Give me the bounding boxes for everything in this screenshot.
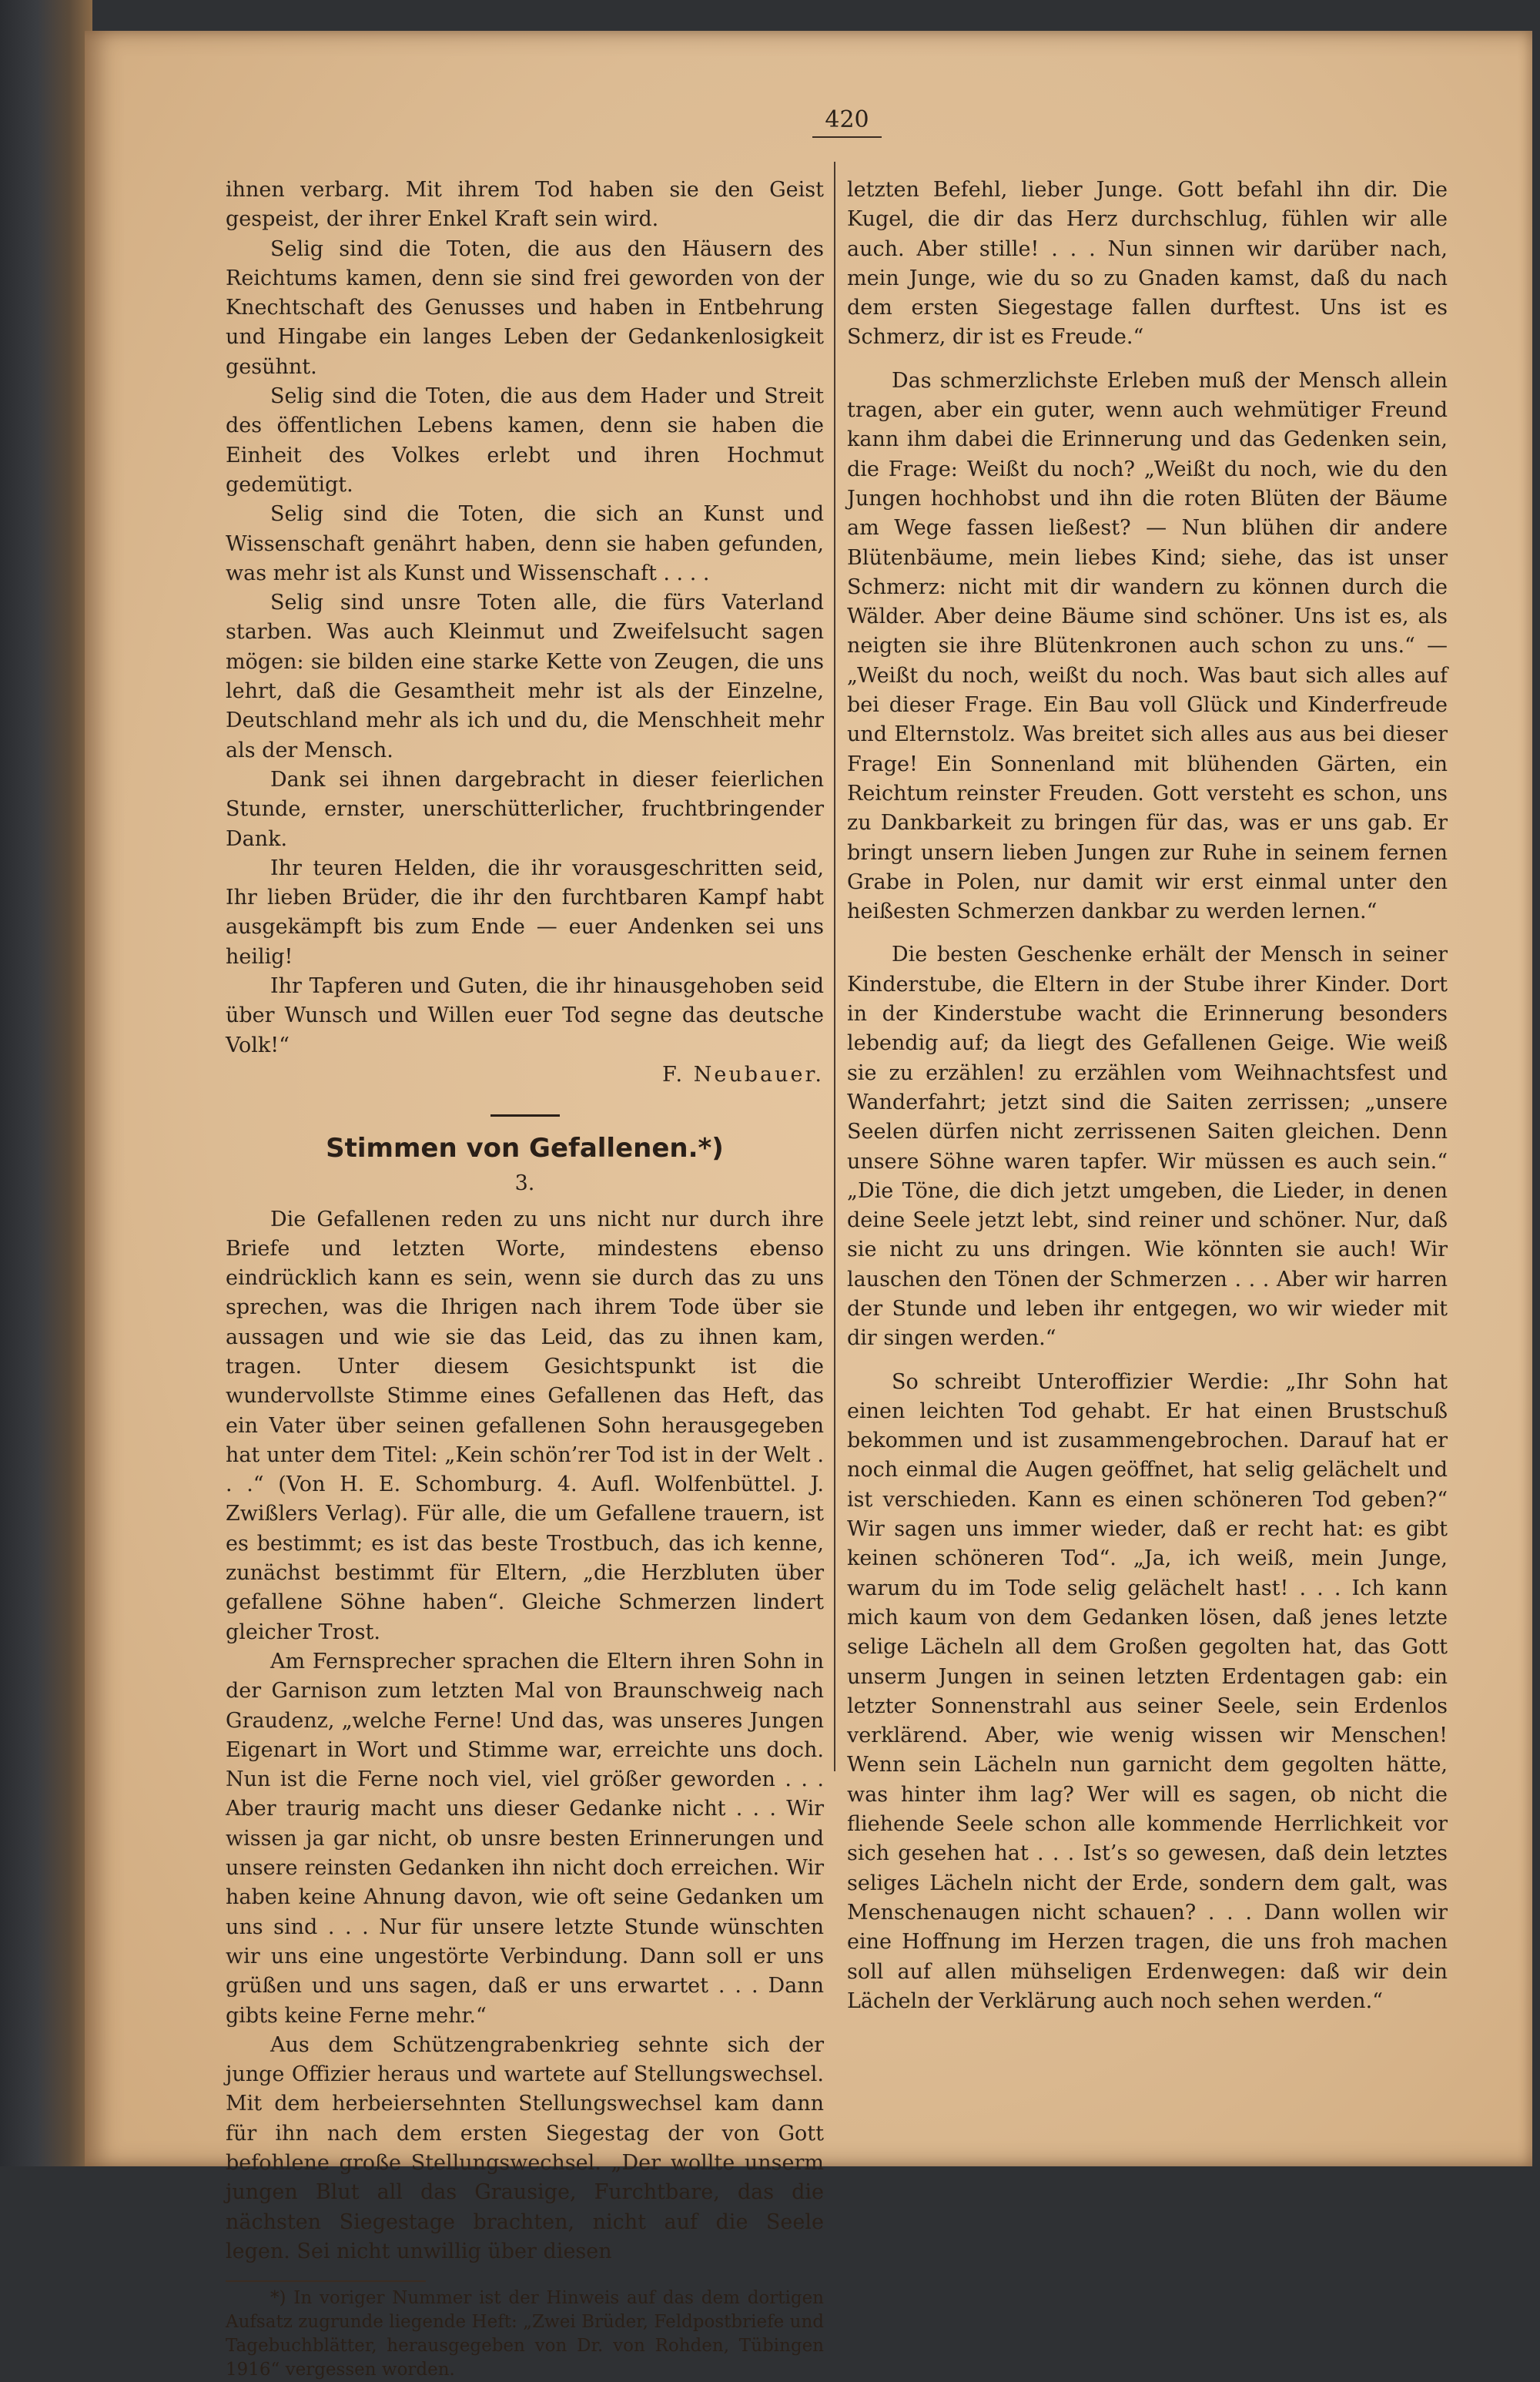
footnote: *) In voriger Nummer ist der Hinweis auf das dem dortigen Aufsatz zugrunde liegende Heft: „Zwei Brüder, Feldpostbriefe und Tagebuchblätter, herausgegeben von Dr. von Rohden, Tübingen 1916“ vergessen worden. [226, 2288, 824, 2380]
paragraph: Dank sei ihnen dargebracht in dieser feierlichen Stunde, ernster, unerschütterlicher, fruchtbringender Dank. [226, 767, 824, 851]
paragraph: Selig sind die Toten, die sich an Kunst und Wissenschaft genährt haben, denn sie haben gefunden, was mehr ist als Kunst und Wissenschaft . . . . [226, 502, 824, 585]
right-column [847, 176, 1448, 2016]
paragraph: Das schmerzlichste Erleben muß der Mensch allein tragen, aber ein guter, wenn auch wehmütiger Freund kann ihm dabei die Erinnerung und das Gedenken sein, die Frage: Weißt du noch? „Weißt du noch, wie du den Jungen hochhobst und ihn die roten Blüten der Bäume am Wege fassen ließest? — Nun blühen dir andere Blütenbäume, mein liebes Kind; siehe, das ist unser Schmerz: nicht mit dir wandern zu können durch die Wälder. Aber deine Bäume sind schöner. Uns ist es, als neigten sie ihre Blütenkronen auch schon zu uns.“ — „Weißt du noch, weißt du noch. Was baut sich alles auf bei dieser Frage. Ein Bau voll Glück und Kinderfreude und Elternstolz. Was breitet sich alles aus aus bei dieser Frage! Ein Sonnenland mit blühenden Gärten, ein Reichtum reinster Freuden. Gott versteht es schon, uns zu Dankbarkeit zu bringen für das, was er uns gab. Er bringt unsern lieben Jungen zur Ruhe in seinem fernen Grabe in Polen, nur damit wir erst einmal unter den heißesten Schmerzen dankbar zu werden lernen.“ [847, 368, 1448, 924]
author-signature: F. Neubauer. [662, 1062, 824, 1087]
paragraph: Die besten Geschenke erhält der Mensch in seiner Kinderstube, die Eltern in der Stube ihrer Kinder. Dort in der Kinderstube wacht die Erinnerung besonders lebendig auf; da liegt des Gefallenen Geige. Wie weiß sie zu erzählen! zu erzählen vom Weihnachtsfest und Wanderfahrt; jetzt sind die Saiten zerrissen; „unsere Seelen dürfen nicht zerrissenen Saiten gleichen. Denn unsere Söhne waren tapfer. Wir müssen es auch sein.“ „Die Töne, die dich jetzt umgeben, die Lieder, in denen deine Seele jetzt lebt, sind reiner und schöner. Nur, daß sie nicht zu uns dringen. Wie könnten sie auch! Wir lauschen den Tönen der Schmerzen . . . Aber wir harren der Stunde und leben ihr entgegen, wo wir wieder mit dir singen werden.“ [847, 943, 1448, 1351]
section-separator [490, 1114, 560, 1117]
paragraph: Aus dem Schützengrabenkrieg sehnte sich der junge Offizier heraus und wartete auf Stellungswechsel. Mit dem herbeiersehnten Stellungswechsel kam dann für ihn nach dem ersten Siegestag der von Gott befohlene große Stellungswechsel. „Der wollte unserm jungen Blut all das Grausige, Furchtbare, das die nächsten Siegestage brachten, nicht auf die Seele legen. Sei nicht unwillig über diesen [226, 2032, 824, 2263]
paragraph: letzten Befehl, lieber Junge. Gott befahl ihn dir. Die Kugel, die dir das Herz durchschlug, fühlen wir alle auch. Aber stille! . . . Nun sinnen wir darüber nach, mein Junge, wie du so zu Gnaden kamst, daß du nach dem ersten Siegestage fallen durftest. Uns ist es Schmerz, dir ist es Freude.“ [847, 178, 1448, 350]
paragraph: So schreibt Unteroffizier Werdie: „Ihr Sohn hat einen leichten Tod gehabt. Er hat einen Brustschuß bekommen und ist zusammengebrochen. Darauf hat er noch einmal die Augen geöffnet, hat selig gelächelt und ist verschieden. Kann es einen schöneren Tod geben?“ Wir sagen uns immer wieder, daß er recht hat: es gibt keinen schöneren Tod“. „Ja, ich weiß, mein Junge, warum du im Tode selig gelächelt hast! . . . Ich kann mich kaum von dem Gedanken lösen, daß jenes letzte selige Lächeln all dem Großen gegolten hat, das Gott unserm Jungen in seinen letzten Erdentagen gab: ein letzter Sonnenstrahl aus seiner Seele, sein Erdenlos verklärend. Aber, wie wenig wissen wir Menschen! Wenn sein Lächeln nun garnicht dem gegolten hätte, was hinter ihm lag? Wer will es sagen, ob nicht die fliehende Seele schon alle kommende Herrlichkeit vor sich gesehen hat . . . Ist’s so gewesen, daß dein letztes seliges Lächeln nicht der Erde, sondern dem galt, was Menschenaugen nicht schauen? . . . Dann wollen wir eine Hoffnung im Herzen tragen, die uns froh machen soll auf allen mühseligen Erdenwegen: daß wir dein Lächeln der Verklärung auch noch sehen werden.“ [847, 1369, 1448, 2013]
paragraph: Selig sind unsre Toten alle, die fürs Vaterland starben. Was auch Kleinmut und Zweifelsucht sagen mögen: sie bilden eine starke Kette von Zeugen, die uns lehrt, daß die Gesamtheit mehr ist als der Einzelne, Deutschland mehr als ich und du, die Menschheit mehr als der Mensch. [226, 591, 824, 762]
page-number: 420 [812, 106, 882, 138]
footnote-rule [226, 2280, 426, 2282]
section-title: Stimmen von Gefallenen.*) [326, 1133, 724, 1164]
section-number: 3. [514, 1171, 535, 1196]
column-divider [834, 162, 835, 1771]
paragraph: Selig sind die Toten, die aus dem Hader und Streit des öffentlichen Lebens kamen, denn sie haben die Einheit des Volkes erlebt und ihren Hochmut gedemütigt. [226, 384, 824, 497]
book-cover-edge [0, 0, 92, 2166]
paragraph: Selig sind die Toten, die aus den Häusern des Reichtums kamen, denn sie sind frei geworden von der Knechtschaft des Genusses und haben in Entbehrung und Hingabe ein langes Leben der Gedankenlosigkeit gesühnt. [226, 236, 824, 379]
paragraph: Ihr teuren Helden, die ihr vorausgeschritten seid, Ihr lieben Brüder, die ihr den furchtbaren Kampf habt ausgekämpft bis zum Ende — euer Andenken sei uns heilig! [226, 856, 824, 969]
paragraph: Am Fernsprecher sprachen die Eltern ihren Sohn in der Garnison zum letzten Mal von Braunschweig nach Graudenz, „welche Ferne! Und das, was unseres Jungen Eigenart in Wort und Stimme war, erreichte uns doch. Nun ist die Ferne noch viel, viel größer geworden . . . Aber traurig macht uns dieser Gedanke nicht . . . Wir wissen ja gar nicht, ob unsre besten Erinnerungen und unsere reinsten Gedanken ihn nicht doch erreichen. Wir haben keine Ahnung davon, wie oft seine Gedanken um uns sind . . . Nur für unsere letzte Stunde wünschten wir uns eine ungestörte Verbindung. Dann soll er uns grüßen und uns sagen, daß er uns erwartet . . . Dann gibts keine Ferne mehr.“ [226, 1649, 824, 2028]
paragraph: ihnen verbarg. Mit ihrem Tod haben sie den Geist gespeist, der ihrer Enkel Kraft sein wird. [226, 178, 824, 232]
paragraph: Ihr Tapferen und Guten, die ihr hinausgehoben seid über Wunsch und Willen euer Tod segne das deutsche Volk!“ [226, 974, 824, 1057]
left-column [226, 176, 824, 2382]
paragraph: Die Gefallenen reden zu uns nicht nur durch ihre Briefe und letzten Worte, mindestens ebenso eindrücklich kann es sein, wenn sie durch das zu uns sprechen, was die Ihrigen nach ihrem Tode über sie aussagen und wie sie das Leid, das zu ihnen kam, tragen. Unter diesem Gesichtspunkt ist die wundervollste Stimme eines Gefallenen das Heft, das ein Vater über seinen gefallenen Sohn herausgegeben hat unter dem Titel: „Kein schön’rer Tod ist in der Welt . . .“ (Von H. E. Schomburg. 4. Aufl. Wolfenbüttel. J. Zwißlers Verlag). Für alle, die um Gefallene trauern, ist es bestimmt; es ist das beste Trostbuch, das ich kenne, zunächst bestimmt für Eltern, „die Herzbluten über gefallene Söhne haben“. Gleiche Schmerzen lindert gleicher Trost. [226, 1207, 824, 1644]
